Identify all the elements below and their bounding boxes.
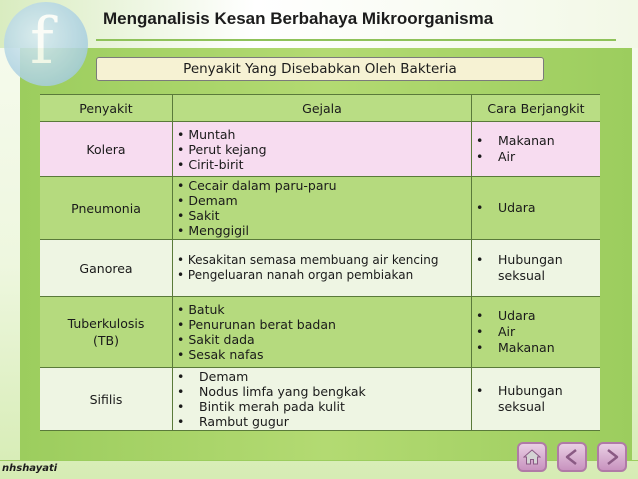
bullet-icon: • [476,149,484,164]
disease-name [40,297,173,368]
table-header-row [40,95,600,122]
forward-icon [603,448,621,466]
back-icon [563,448,581,466]
table-row [40,240,600,297]
logo [4,2,88,86]
column-header-spread: Cara Berjangkit [472,95,601,122]
author-label: nhshayati [2,463,58,474]
title-divider [96,39,616,41]
bullet-icon: • [476,252,484,267]
logo-letter-icon: f [30,5,54,79]
bullet-icon: • [476,383,484,398]
bullet-icon: • [476,200,484,215]
subtitle: Penyakit Yang Disebabkan Oleh Bakteria [96,57,544,81]
spread-list [472,297,601,368]
symptom-item: • Demam [177,193,238,208]
spread-list [472,122,601,177]
symptom-item: • Sakit dada [177,332,255,347]
spread-item: • Hubungan seksual [476,252,563,283]
disease-name: Sifilis [40,368,173,431]
bullet-icon: • [476,308,484,323]
disease-name: Pneumonia [40,177,173,240]
disease-name-line: (TB) [93,333,119,348]
spread-item: • Air [476,324,516,339]
disease-table [40,94,600,431]
disease-name-line: Tuberkulosis [67,316,145,331]
spread-item: • Udara [476,200,536,215]
table-row [40,177,600,240]
bullet-icon: • [177,369,185,384]
symptom-list [173,177,472,240]
spread-item: • Hubungan seksual [476,383,563,414]
symptom-item: • Pengeluaran nanah organ pembiakan [177,268,414,282]
table-row [40,297,600,368]
column-header-disease: Penyakit [40,95,173,122]
bullet-icon: • [476,340,484,355]
symptom-item: • Batuk [177,302,225,317]
symptom-item: • Kesakitan semasa membuang air kencing [177,253,439,267]
spread-item: • Makanan [476,133,555,148]
spread-item: • Air [476,149,516,164]
bullet-icon: • [476,133,484,148]
disease-name: Ganorea [40,240,173,297]
symptom-item: • Cecair dalam paru-paru [177,178,337,193]
symptom-item: • Penurunan berat badan [177,317,336,332]
symptom-item: • Rambut gugur [177,414,289,429]
bullet-icon: • [476,324,484,339]
column-header-symptoms: Gejala [173,95,472,122]
symptom-item: • Sakit [177,208,220,223]
bullet-icon: • [177,399,185,414]
spread-list [472,177,601,240]
spread-item: • Udara [476,308,536,323]
bullet-icon: • [177,384,185,399]
symptom-item: • Sesak nafas [177,347,264,362]
spread-list [472,240,601,297]
symptom-list [173,240,472,297]
spread-item: • Makanan [476,340,555,355]
forward-button[interactable] [597,442,627,472]
symptom-item: • Menggigil [177,223,249,238]
symptom-list [173,368,472,431]
symptom-item: • Demam [177,369,249,384]
symptom-list [173,297,472,368]
table-row [40,368,600,431]
table-row [40,122,600,177]
disease-name: Kolera [40,122,173,177]
symptom-list [173,122,472,177]
symptom-item: • Nodus limfa yang bengkak [177,384,366,399]
symptom-item: • Cirit-birit [177,156,244,172]
symptom-item: • Muntah [177,126,236,142]
spread-list [472,368,601,431]
symptom-item: • Bintik merah pada kulit [177,399,345,414]
back-button[interactable] [557,442,587,472]
page-title: Menganalisis Kesan Berbahaya Mikroorganisma [103,9,494,28]
symptom-item: • Perut kejang [177,141,267,157]
home-button[interactable] [517,442,547,472]
home-icon [523,448,541,466]
bullet-icon: • [177,414,185,429]
